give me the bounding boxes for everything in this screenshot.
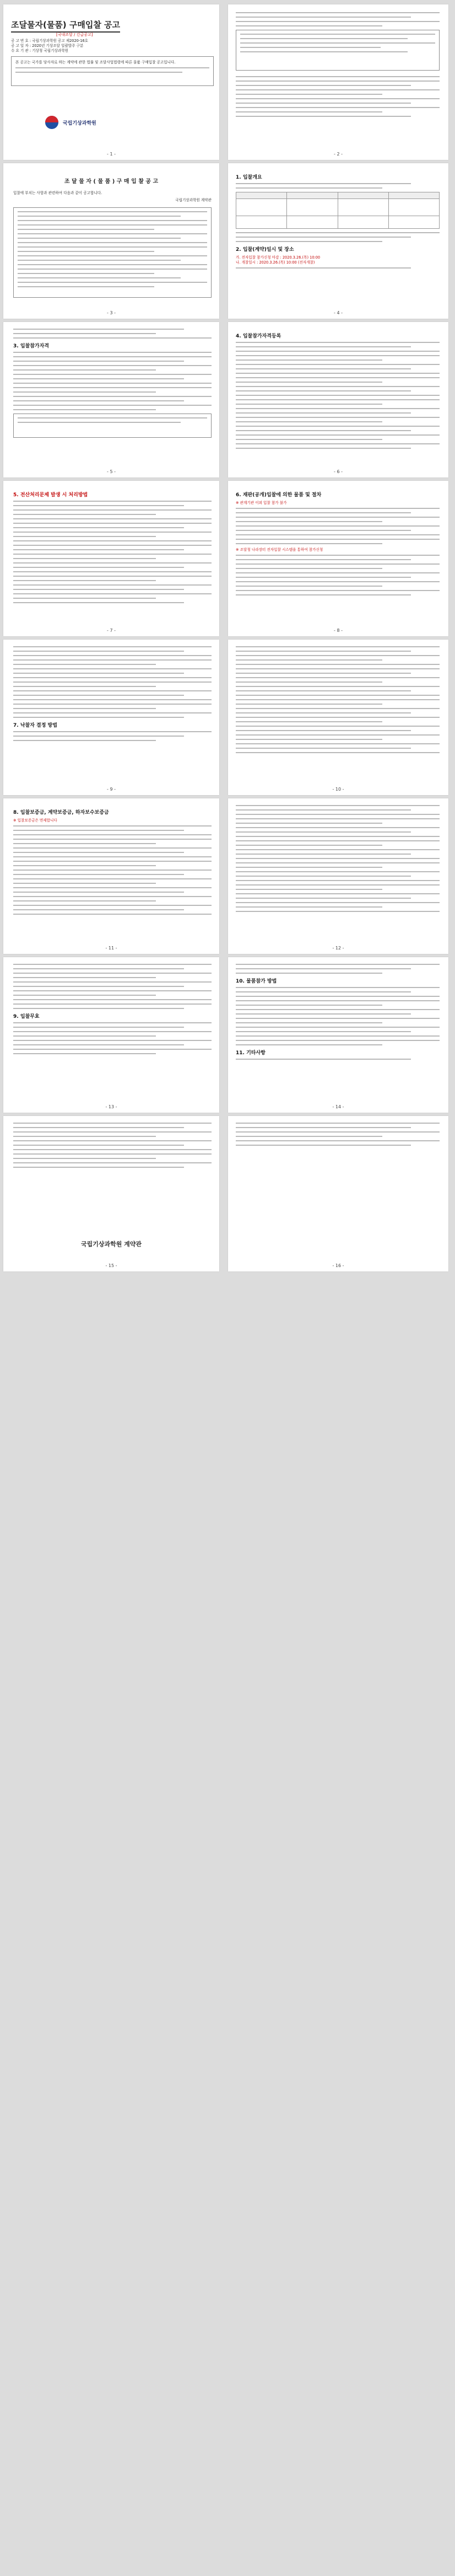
page-number: - 3 - bbox=[107, 310, 116, 315]
note-guarantee: ※ 입찰보증금은 면제합니다 bbox=[13, 818, 57, 823]
notice-lead: 입찰에 부치는 사항과 관련하여 다음과 같이 공고합니다. bbox=[13, 191, 102, 195]
page-number: - 11 - bbox=[105, 946, 117, 951]
page-11 bbox=[3, 798, 219, 954]
cover-meta-2: 공 고 일 자 : 2020년 기상조달 일괄발주 구분 bbox=[11, 44, 84, 48]
page-1 bbox=[3, 4, 219, 160]
section-11-heading: 11. 기타사항 bbox=[236, 1050, 266, 1056]
page-14 bbox=[228, 957, 448, 1113]
section-1-heading: 1. 입찰개요 bbox=[236, 175, 262, 180]
deadline-1: 가. 전자입찰 참가신청 마감 : 2020.3.26.(목) 10:00 bbox=[236, 255, 321, 260]
section-5-heading: 5. 전산처리문제 발생 시 처리방법 bbox=[13, 492, 88, 498]
page-7 bbox=[3, 481, 219, 636]
page-number: - 13 - bbox=[105, 1104, 117, 1109]
note-restriction: ※ 관계기관 이외 입찰 참가 불가 bbox=[236, 501, 287, 505]
org-emblem-icon bbox=[44, 115, 59, 130]
page-number: - 4 - bbox=[334, 310, 343, 315]
page-number: - 12 - bbox=[332, 946, 344, 951]
page-number: - 15 - bbox=[105, 1263, 117, 1268]
note-system: ※ 조달청 나라장터 전자입찰 시스템을 통하여 참가신청 bbox=[236, 548, 323, 552]
item-table bbox=[236, 192, 440, 229]
notice-org: 국립기상과학원 계약관 bbox=[175, 198, 212, 202]
section-10-heading: 10. 물품참가 방법 bbox=[236, 979, 277, 984]
page-number: - 6 - bbox=[334, 469, 343, 474]
page-number: - 5 - bbox=[107, 469, 116, 474]
page-15 bbox=[3, 1116, 219, 1271]
empty-canvas bbox=[0, 1276, 455, 2576]
page-5 bbox=[3, 322, 219, 477]
cover-notice: 본 공고는 국가를 당사자로 하는 계약에 관한 법률 및 조달사업법령에 따른 물품 구매입찰 공고입니다. bbox=[15, 60, 176, 65]
page-16 bbox=[228, 1116, 448, 1271]
page-9 bbox=[3, 640, 219, 795]
section-6-heading: 6. 재판(공개)입찰에 의한 물품 및 절차 bbox=[236, 492, 322, 498]
page-8 bbox=[228, 481, 448, 636]
deadline-2: 나. 개찰일시 : 2020.3.26.(목) 10:00 (전자개찰) bbox=[236, 260, 315, 265]
page-2 bbox=[228, 4, 448, 160]
cover-notice-box bbox=[11, 56, 214, 86]
section-9-heading: 9. 입찰무효 bbox=[13, 1014, 40, 1019]
page-number: - 8 - bbox=[334, 628, 343, 633]
logo bbox=[44, 112, 110, 135]
page-12 bbox=[228, 798, 448, 954]
section-4-heading: 4. 입찰참가자격등록 bbox=[236, 334, 281, 339]
page-3 bbox=[3, 163, 219, 319]
page-number: - 16 - bbox=[332, 1263, 344, 1268]
page-6 bbox=[228, 322, 448, 477]
section-2-heading: 2. 입찰(계약)일시 및 장소 bbox=[236, 247, 294, 253]
notice-title: 조 달 물 자 ( 물 품 ) 구 매 입 찰 공 고 bbox=[64, 179, 159, 185]
page-13 bbox=[3, 957, 219, 1113]
page-number: - 7 - bbox=[107, 628, 116, 633]
page-number: - 2 - bbox=[334, 152, 343, 157]
section-7-heading: 7. 낙찰자 결정 방법 bbox=[13, 723, 57, 728]
page-10 bbox=[228, 640, 448, 795]
page-number: - 9 - bbox=[107, 787, 116, 792]
page-4 bbox=[228, 163, 448, 319]
cover-title: 조달물자(물품) 구매입찰 공고 bbox=[11, 19, 120, 33]
section-3-heading: 3. 입찰참가자격 bbox=[13, 344, 49, 349]
cover-meta-3: 수 요 기 관 : 기상청 국립기상과학원 bbox=[11, 49, 68, 53]
cover-subtitle: [국내조달 / 긴급공고] bbox=[56, 33, 93, 37]
section-8-heading: 8. 입찰보증금, 계약보증금, 하자보수보증금 bbox=[13, 810, 109, 815]
cover-meta-1: 공 고 번 호 : 국립기상과학원 공고 제2020-16호 bbox=[11, 39, 88, 43]
page-number: - 1 - bbox=[107, 152, 116, 157]
closing-org: 국립기상과학원 계약관 bbox=[80, 1241, 142, 1248]
logo-org-name: 국립기상과학원 bbox=[63, 121, 96, 126]
page-number: - 10 - bbox=[332, 787, 344, 792]
page-number: - 14 - bbox=[332, 1104, 344, 1109]
